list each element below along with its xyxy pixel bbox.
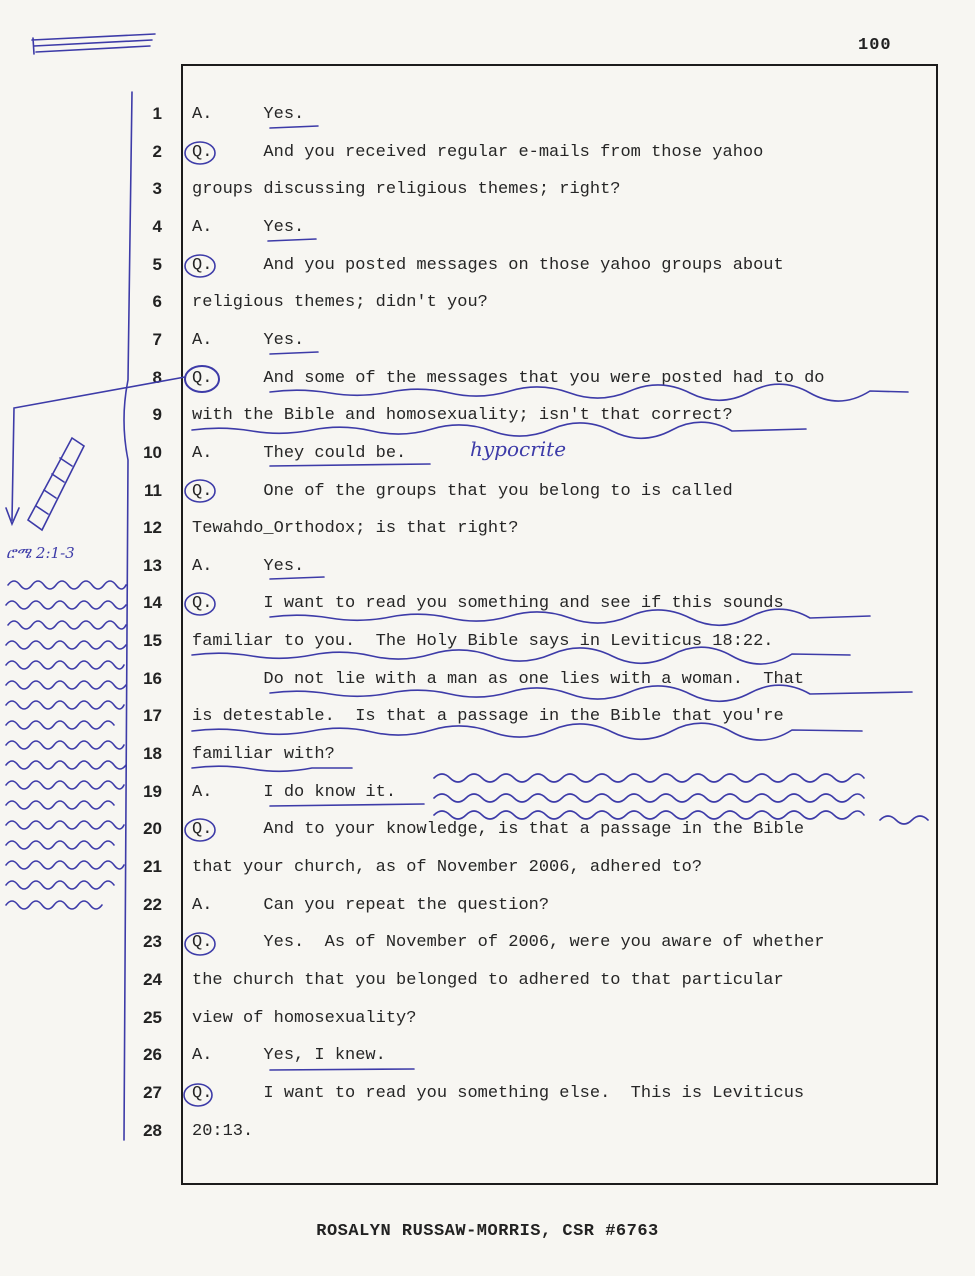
handwritten-margin-notes <box>6 581 928 909</box>
line-number: 18 <box>143 744 162 763</box>
line-number: 8 <box>152 368 162 387</box>
line-number: 9 <box>152 405 162 424</box>
line-number: 5 <box>152 255 162 274</box>
transcript-line: Q. One of the groups that you belong to is called <box>192 482 733 501</box>
transcript-line: Tewahdo_Orthodox; is that right? <box>192 519 519 538</box>
line-number: 17 <box>143 706 162 725</box>
line-number: 27 <box>143 1083 162 1102</box>
transcript-line: Do not lie with a man as one lies with a woman. That <box>192 670 805 689</box>
margin-note-hypocrite: hypocrite <box>470 437 567 461</box>
transcript-line: 20:13. <box>192 1122 254 1141</box>
transcript-line: religious themes; didn't you? <box>192 293 488 312</box>
transcript-line: A. Yes. <box>192 557 305 576</box>
transcript-line: with the Bible and homosexuality; isn't that correct? <box>192 406 733 425</box>
transcript-line: A. I do know it. <box>192 783 397 802</box>
answer-underlines <box>268 126 430 1070</box>
line-number: 23 <box>143 932 162 951</box>
transcript-line: familiar with? <box>192 745 335 764</box>
transcript-line: is detestable. Is that a passage in the Bible that you're <box>192 707 784 726</box>
transcript-line: the church that you belonged to adhered to that particular <box>192 971 784 990</box>
transcript-line: view of homosexuality? <box>192 1009 417 1028</box>
scribble-mark <box>32 34 155 54</box>
transcript-line: Q. And you received regular e-mails from those yahoo <box>192 143 764 162</box>
transcript-line: Q. I want to read you something and see if this sounds <box>192 594 784 613</box>
hatched-arrow-icon <box>28 438 84 530</box>
line-number: 3 <box>152 179 162 198</box>
transcript-line: A. Can you repeat the question? <box>192 896 550 915</box>
margin-bracket-line <box>124 92 132 1140</box>
transcript-line: familiar to you. The Holy Bible says in Leviticus 18:22. <box>192 632 774 651</box>
line-number: 12 <box>143 518 162 537</box>
line-number: 19 <box>143 782 162 801</box>
line-number: 6 <box>152 292 162 311</box>
transcript-line: Q. And you posted messages on those yahoo groups about <box>192 256 784 275</box>
line-number: 15 <box>143 631 162 650</box>
line-number: 10 <box>143 443 162 462</box>
annotation-arrow <box>6 377 185 524</box>
transcript-line: A. Yes. <box>192 105 305 124</box>
line-number: 26 <box>143 1045 162 1064</box>
transcript-line: Q. And some of the messages that you were posted had to do <box>192 369 825 388</box>
line-number: 4 <box>152 217 162 236</box>
page-number: 100 <box>858 36 892 55</box>
line-number: 13 <box>143 556 162 575</box>
transcript-line: groups discussing religious themes; right? <box>192 180 621 199</box>
line-number: 14 <box>143 593 162 612</box>
line-number: 1 <box>152 104 162 123</box>
line-number: 16 <box>143 669 162 688</box>
line-number: 7 <box>152 330 162 349</box>
transcript-line: A. They could be. <box>192 444 407 463</box>
line-number: 2 <box>152 142 162 161</box>
side-reference: ሮሜ 2:1-3 <box>6 544 75 562</box>
transcript-line: Q. I want to read you something else. This is Leviticus <box>192 1084 805 1103</box>
transcript-line: A. Yes, I knew. <box>192 1046 386 1065</box>
line-number: 28 <box>143 1121 162 1140</box>
line-number: 21 <box>143 857 162 876</box>
line-number: 25 <box>143 1008 162 1027</box>
transcript-line: that your church, as of November 2006, adhered to? <box>192 858 703 877</box>
transcript-footer: ROSALYN RUSSAW-MORRIS, CSR #6763 <box>316 1222 659 1241</box>
transcript-line: A. Yes. <box>192 331 305 350</box>
transcript-line: A. Yes. <box>192 218 305 237</box>
line-number: 22 <box>143 895 162 914</box>
transcript-line: Q. Yes. As of November of 2006, were you aware of whether <box>192 933 825 952</box>
q-circles <box>184 142 219 1106</box>
line-number: 24 <box>143 970 162 989</box>
transcript-line: Q. And to your knowledge, is that a passage in the Bible <box>192 820 805 839</box>
line-number: 20 <box>143 819 162 838</box>
line-number: 11 <box>144 481 162 500</box>
